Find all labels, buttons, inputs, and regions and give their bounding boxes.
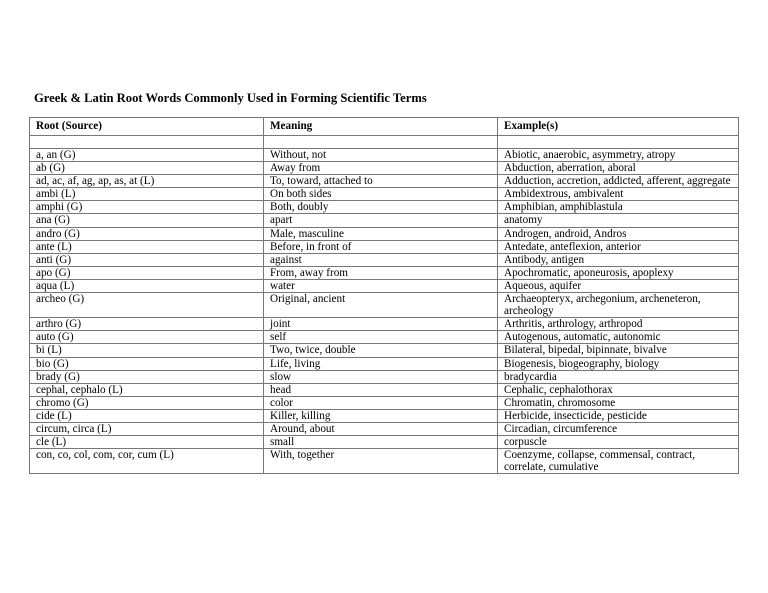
meaning-cell: color xyxy=(264,396,498,409)
table-row xyxy=(30,383,739,396)
table-row xyxy=(30,279,739,292)
root-cell: bio (G) xyxy=(30,357,264,370)
meaning-cell: water xyxy=(264,279,498,292)
meaning-cell: self xyxy=(264,331,498,344)
meaning-cell: On both sides xyxy=(264,188,498,201)
root-cell: circum, circa (L) xyxy=(30,422,264,435)
examples-cell: Herbicide, insecticide, pesticide xyxy=(498,409,739,422)
meaning-cell: head xyxy=(264,383,498,396)
meaning-cell: Before, in front of xyxy=(264,240,498,253)
examples-cell: Chromatin, chromosome xyxy=(498,396,739,409)
examples-cell: Arthritis, arthrology, arthropod xyxy=(498,318,739,331)
blank-cell xyxy=(30,136,264,149)
examples-cell: Coenzyme, collapse, commensal, contract, correlate, cumulative xyxy=(498,449,739,474)
table-row xyxy=(30,175,739,188)
meaning-cell: against xyxy=(264,253,498,266)
table-row xyxy=(30,436,739,449)
examples-cell: Abiotic, anaerobic, asymmetry, atropy xyxy=(498,149,739,162)
table-header-row xyxy=(30,118,739,136)
root-cell: cephal, cephalo (L) xyxy=(30,383,264,396)
root-cell: aqua (L) xyxy=(30,279,264,292)
table-row xyxy=(30,396,739,409)
table-row xyxy=(30,201,739,214)
meaning-cell: Male, masculine xyxy=(264,227,498,240)
meaning-cell: Two, twice, double xyxy=(264,344,498,357)
document-title: Greek & Latin Root Words Commonly Used in Forming Scientific Terms xyxy=(34,91,427,105)
examples-cell: Abduction, aberration, aboral xyxy=(498,162,739,175)
examples-cell: Antedate, anteflexion, anterior xyxy=(498,240,739,253)
examples-cell: Cephalic, cephalothorax xyxy=(498,383,739,396)
root-cell: anti (G) xyxy=(30,253,264,266)
blank-cell xyxy=(498,136,739,149)
table-row xyxy=(30,344,739,357)
examples-cell: Autogenous, automatic, autonomic xyxy=(498,331,739,344)
table-row xyxy=(30,318,739,331)
meaning-cell: To, toward, attached to xyxy=(264,175,498,188)
table-row xyxy=(30,331,739,344)
examples-cell: Aqueous, aquifer xyxy=(498,279,739,292)
examples-cell: Adduction, accretion, addicted, afferent, aggregate xyxy=(498,175,739,188)
meaning-cell: Original, ancient xyxy=(264,293,498,318)
root-cell: ana (G) xyxy=(30,214,264,227)
root-cell: auto (G) xyxy=(30,331,264,344)
root-cell: brady (G) xyxy=(30,370,264,383)
root-cell: cide (L) xyxy=(30,409,264,422)
table-row xyxy=(30,409,739,422)
root-cell: cle (L) xyxy=(30,436,264,449)
table-row xyxy=(30,188,739,201)
root-cell: a, an (G) xyxy=(30,149,264,162)
table-row xyxy=(30,266,739,279)
examples-cell: Androgen, android, Andros xyxy=(498,227,739,240)
table-row xyxy=(30,149,739,162)
root-cell: amphi (G) xyxy=(30,201,264,214)
meaning-cell: Away from xyxy=(264,162,498,175)
table-row xyxy=(30,357,739,370)
header-examples: Example(s) xyxy=(498,118,739,136)
root-cell: ante (L) xyxy=(30,240,264,253)
table-row xyxy=(30,422,739,435)
table-row xyxy=(30,227,739,240)
examples-cell: Archaeopteryx, archegonium, archeneteron, archeology xyxy=(498,293,739,318)
examples-cell: Bilateral, bipedal, bipinnate, bivalve xyxy=(498,344,739,357)
meaning-cell: Killer, killing xyxy=(264,409,498,422)
root-cell: chromo (G) xyxy=(30,396,264,409)
header-meaning: Meaning xyxy=(264,118,498,136)
root-cell: bi (L) xyxy=(30,344,264,357)
blank-row xyxy=(30,136,739,149)
root-cell: arthro (G) xyxy=(30,318,264,331)
root-cell: andro (G) xyxy=(30,227,264,240)
meaning-cell: small xyxy=(264,436,498,449)
meaning-cell: Both, doubly xyxy=(264,201,498,214)
examples-cell: corpuscle xyxy=(498,436,739,449)
meaning-cell: Without, not xyxy=(264,149,498,162)
root-cell: ab (G) xyxy=(30,162,264,175)
blank-cell xyxy=(264,136,498,149)
meaning-cell: joint xyxy=(264,318,498,331)
meaning-cell: Around, about xyxy=(264,422,498,435)
table-row xyxy=(30,253,739,266)
table-row xyxy=(30,162,739,175)
table-row xyxy=(30,240,739,253)
examples-cell: Antibody, antigen xyxy=(498,253,739,266)
examples-cell: Amphibian, amphiblastula xyxy=(498,201,739,214)
root-cell: con, co, col, com, cor, cum (L) xyxy=(30,449,264,474)
root-cell: apo (G) xyxy=(30,266,264,279)
meaning-cell: slow xyxy=(264,370,498,383)
examples-cell: anatomy xyxy=(498,214,739,227)
meaning-cell: apart xyxy=(264,214,498,227)
table-row xyxy=(30,293,739,318)
root-words-table xyxy=(29,117,739,474)
meaning-cell: From, away from xyxy=(264,266,498,279)
examples-cell: Circadian, circumference xyxy=(498,422,739,435)
examples-cell: Ambidextrous, ambivalent xyxy=(498,188,739,201)
root-cell: ambi (L) xyxy=(30,188,264,201)
table-row xyxy=(30,370,739,383)
examples-cell: Apochromatic, aponeurosis, apoplexy xyxy=(498,266,739,279)
examples-cell: Biogenesis, biogeography, biology xyxy=(498,357,739,370)
root-cell: ad, ac, af, ag, ap, as, at (L) xyxy=(30,175,264,188)
root-cell: archeo (G) xyxy=(30,293,264,318)
table-row xyxy=(30,449,739,474)
header-root: Root (Source) xyxy=(30,118,264,136)
examples-cell: bradycardia xyxy=(498,370,739,383)
meaning-cell: Life, living xyxy=(264,357,498,370)
table-row xyxy=(30,214,739,227)
meaning-cell: With, together xyxy=(264,449,498,474)
